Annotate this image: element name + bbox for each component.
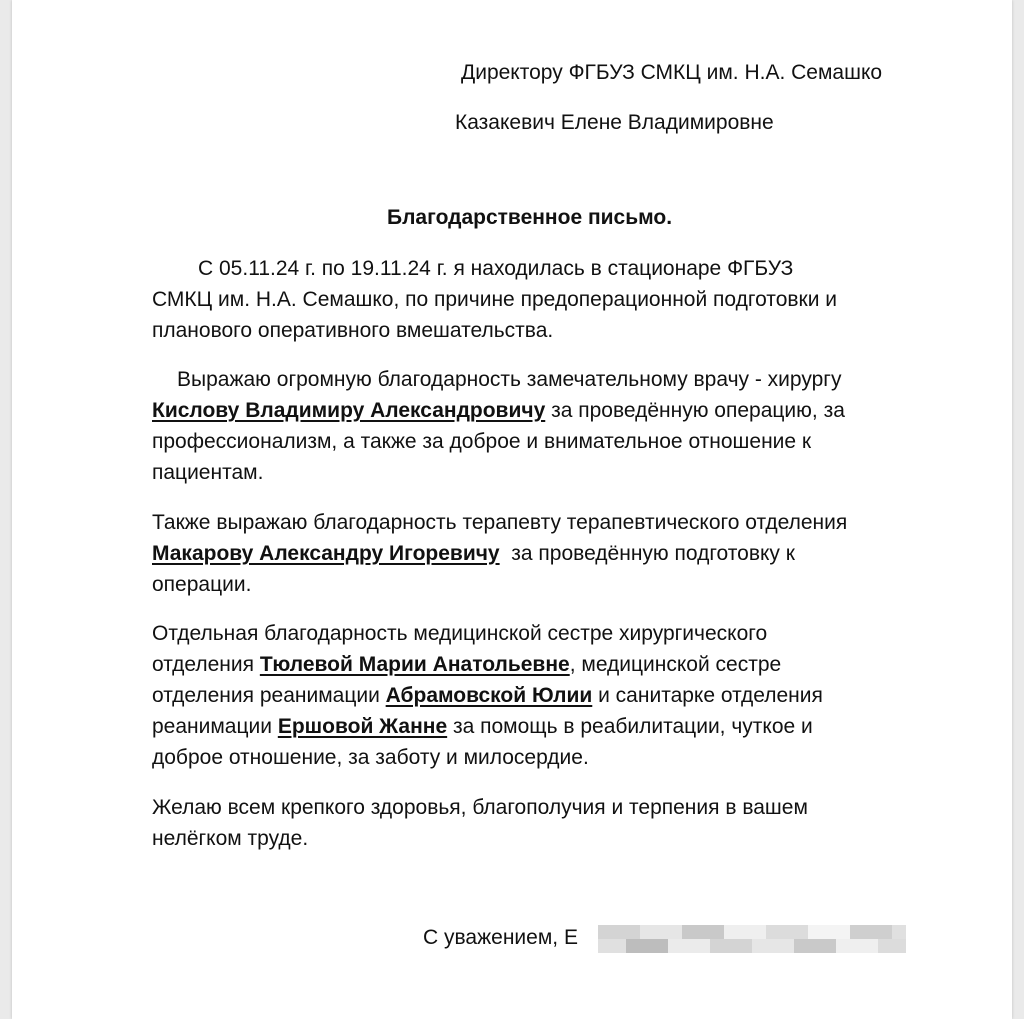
- blur-pixel: [766, 939, 780, 953]
- blur-pixel: [710, 925, 724, 939]
- blur-pixel: [668, 925, 682, 939]
- nurse-name-2: Абрамовской Юлии: [385, 684, 593, 707]
- blur-pixel: [766, 925, 780, 939]
- blur-pixel: [878, 925, 892, 939]
- blur-pixel: [654, 925, 668, 939]
- p4-line-4-pre: реанимации: [152, 715, 278, 738]
- blur-pixel: [822, 925, 836, 939]
- blur-pixel: [892, 925, 906, 939]
- p1-line-1: С 05.11.24 г. по 19.11.24 г. я находилась в стационаре ФГБУЗ: [198, 257, 794, 280]
- blur-pixel: [738, 939, 752, 953]
- p1-line-3: планового оперативного вмешательства.: [152, 319, 554, 342]
- blur-pixel: [822, 939, 836, 953]
- blur-pixel: [836, 925, 850, 939]
- p4-line-3-pre: отделения реанимации: [152, 684, 386, 707]
- recipient-line-2: Казакевич Елене Владимировне: [455, 111, 774, 134]
- p3-line-2-rest: за проведённую подготовку к: [499, 542, 795, 565]
- blur-pixel: [710, 939, 724, 953]
- redacted-signature-blur: [598, 923, 914, 955]
- blur-pixel: [808, 939, 822, 953]
- blur-pixel: [598, 939, 612, 953]
- p2-line-4: пациентам.: [152, 461, 264, 484]
- p4-line-1: Отдельная благодарность медицинской сестре хирургического: [152, 622, 768, 645]
- recipient-line-1: Директору ФГБУЗ СМКЦ им. Н.А. Семашко: [461, 61, 883, 84]
- p4-line-2-pre: отделения: [152, 653, 260, 676]
- blur-pixel: [696, 925, 710, 939]
- p5-line-1: Желаю всем крепкого здоровья, благополучия и терпения в вашем: [152, 796, 808, 819]
- blur-pixel: [850, 939, 864, 953]
- blur-pixel: [612, 925, 626, 939]
- blur-pixel: [738, 925, 752, 939]
- p1-line-2: СМКЦ им. Н.А. Семашко, по причине предоперационной подготовки и: [152, 288, 838, 311]
- p4-line-5: доброе отношение, за заботу и милосердие.: [152, 746, 589, 769]
- p2-line-1: Выражаю огромную благодарность замечательному врачу - хирургу: [177, 368, 842, 391]
- blur-pixel: [878, 939, 892, 953]
- blur-pixel: [794, 939, 808, 953]
- blur-pixel: [892, 939, 906, 953]
- blur-pixel: [626, 939, 640, 953]
- letter-page: [12, 0, 1012, 1019]
- p4-line-2-rest: , медицинской сестре: [569, 653, 782, 676]
- blur-pixel: [668, 939, 682, 953]
- blur-pixel: [598, 925, 612, 939]
- nurse-name-1: Тюлевой Марии Анатольевне: [259, 653, 570, 676]
- p4-line-3-rest: и санитарке отделения: [592, 684, 823, 707]
- blur-pixel: [864, 939, 878, 953]
- surgeon-name: Кислову Владимиру Александровичу: [152, 399, 546, 422]
- p4-line-2: [152, 652, 781, 678]
- blur-pixel: [626, 925, 640, 939]
- blur-pixel: [724, 939, 738, 953]
- blur-pixel: [780, 925, 794, 939]
- blur-pixel: [682, 939, 696, 953]
- blur-pixel: [640, 939, 654, 953]
- p2-line-2-rest: за проведённую операцию, за: [545, 399, 845, 422]
- p3-line-2: [152, 541, 795, 567]
- p4-line-3: [152, 683, 823, 709]
- therapist-name: Макарову Александру Игоревичу: [152, 542, 500, 565]
- blur-pixel: [752, 939, 766, 953]
- blur-pixel: [640, 925, 654, 939]
- letter-title: Благодарственное письмо.: [387, 206, 673, 229]
- blur-pixel: [654, 939, 668, 953]
- blur-pixel: [696, 939, 710, 953]
- p4-line-4: [152, 714, 813, 740]
- p2-line-2: [152, 398, 845, 424]
- blur-pixel: [724, 925, 738, 939]
- blur-pixel: [612, 939, 626, 953]
- p3-line-1: Также выражаю благодарность терапевту терапевтического отделения: [152, 511, 848, 534]
- blur-pixel: [808, 925, 822, 939]
- blur-pixel: [780, 939, 794, 953]
- signature-label: С уважением, Е: [423, 926, 578, 949]
- blur-pixel: [794, 925, 808, 939]
- p3-line-3: операции.: [152, 573, 252, 596]
- p4-line-4-rest: за помощь в реабилитации, чуткое и: [447, 715, 813, 738]
- blur-pixel: [864, 925, 878, 939]
- p5-line-2: нелёгком труде.: [152, 827, 309, 850]
- blur-pixel: [836, 939, 850, 953]
- blur-pixel: [850, 925, 864, 939]
- blur-pixel: [682, 925, 696, 939]
- blur-pixel: [752, 925, 766, 939]
- p2-line-3: профессионализм, а также за доброе и внимательное отношение к: [152, 430, 812, 453]
- orderly-name: Ершовой Жанне: [277, 715, 448, 738]
